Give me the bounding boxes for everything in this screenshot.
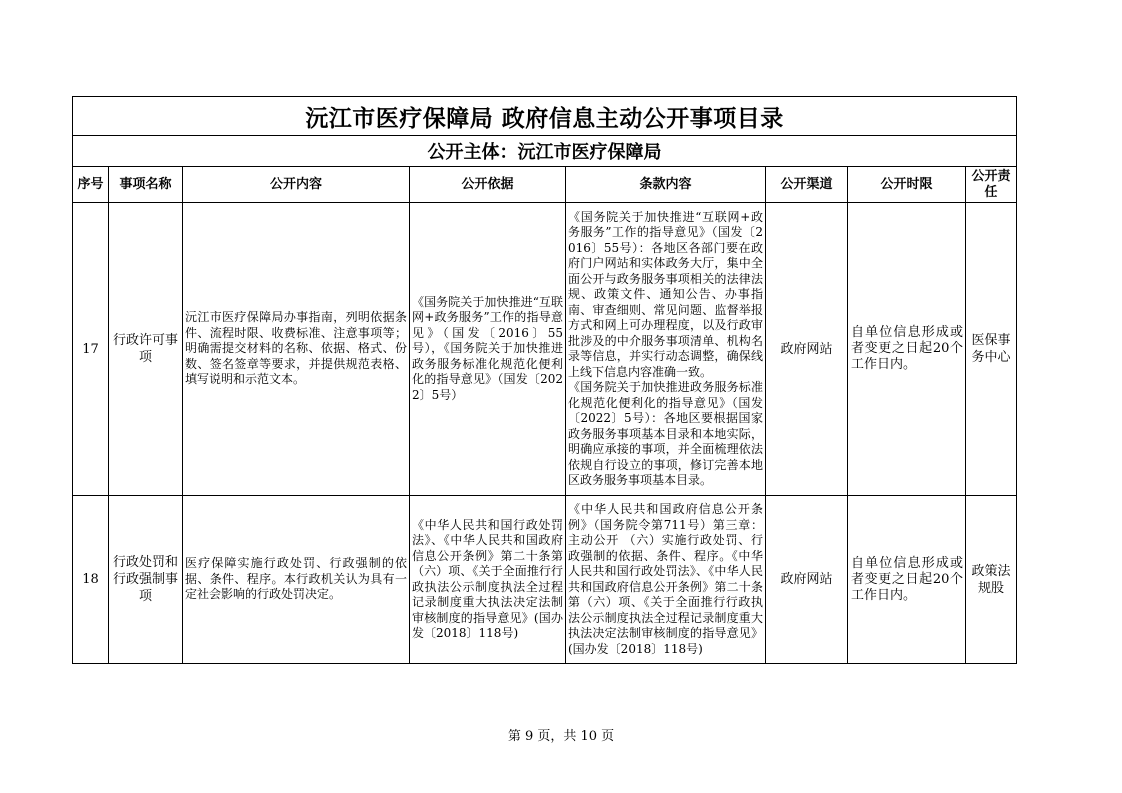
cell-clause [566,203,766,496]
header-seq: 序号 [73,167,109,203]
header-responsibility: 公开责任 [966,167,1017,203]
cell-clause [566,496,766,664]
cell-item-name: 行政处罚和行政强制事项 [109,496,183,664]
cell-time-limit: 自单位信息形成或者变更之日起20个工作日内。 [848,496,966,664]
page-number: 第 9 页，共 10 页 [507,729,615,744]
header-clause: 条款内容 [566,167,766,203]
cell-seq: 17 [73,203,109,496]
header-time-limit: 公开时限 [848,167,966,203]
table-row [73,203,1017,496]
cell-channel: 政府网站 [766,496,848,664]
table-row [73,496,1017,664]
title-row [73,97,1017,136]
header-basis: 公开依据 [410,167,566,203]
cell-basis: 《国务院关于加快推进“互联网+政务服务”工作的指导意见》（国发〔2016〕55号），《国务院关于加快推进政务服务标准化规范化便利化的指导意见》（国发〔2022〕5号） [410,203,566,496]
clause-paragraph: 《国务院关于加快推进“互联网+政务服务”工作的指导意见》（国发〔2016〕55号）：各地区各部门要在政府门户网站和实体政务大厅，集中全面公开与政务服务事项相关的法律法规、政策文件、通知公告、办事指南、审查细则、常见问题、监督举报方式和网上可办理程度，以及行政审批涉及的中介服务事项清单、机构名录等信息，并实行动态调整，确保线上线下信息内容准确一致。 [568,209,763,379]
header-item-name: 事项名称 [109,167,183,203]
cell-seq: 18 [73,496,109,664]
cell-channel: 政府网站 [766,203,848,496]
header-channel: 公开渠道 [766,167,848,203]
clause-paragraph: 《国务院关于加快推进政务服务标准化规范化便利化的指导意见》（国发〔2022〕5号）：各地区要根据国家政务服务事项基本目录和本地实际，明确应承接的事项，并全面梳理依法依规自行设立的事项，修订完善本地区政务服务事项基本目录。 [568,380,763,487]
document-title: 沅江市医疗保障局 政府信息主动公开事项目录 [73,97,1017,136]
clause-paragraph: 《中华人民共和国政府信息公开条例》（国务院令第711号）第三章：主动公开 （六）实施行政处罚、行政强制的依据、条件、程序。《中华人民共和国行政处罚法》、《中华人民共和国政府信息公开条例》第二十条第（六）项、《关于全面推行行政执法公示制度执法全过程记录制度重大执法决定法制审核制度的指导意见》(国办发〔2018〕118号) [568,502,763,656]
cell-time-limit: 自单位信息形成或者变更之日起20个工作日内。 [848,203,966,496]
header-content: 公开内容 [183,167,410,203]
cell-responsibility: 医保事务中心 [966,203,1017,496]
cell-responsibility: 政策法规股 [966,496,1017,664]
cell-content: 医疗保障实施行政处罚、行政强制的依据、条件、程序。本行政机关认为具有一定社会影响的行政处罚决定。 [183,496,410,664]
cell-item-name: 行政许可事项 [109,203,183,496]
header-row [73,167,1017,203]
subtitle-row [73,136,1017,167]
disclosure-catalog-table [72,96,1017,664]
cell-basis: 《中华人民共和国行政处罚法》、《中华人民共和国政府信息公开条例》第二十条第（六）项、《关于全面推行行政执法公示制度执法全过程记录制度重大执法决定法制审核制度的指导意见》(国办发〔2018〕118号) [410,496,566,664]
cell-content: 沅江市医疗保障局办事指南，列明依据条件、流程时限、收费标准、注意事项等；明确需提交材料的名称、依据、格式、份数、签名签章等要求，并提供规范表格、填写说明和示范文本。 [183,203,410,496]
disclosure-subject: 公开主体：沅江市医疗保障局 [73,136,1017,167]
